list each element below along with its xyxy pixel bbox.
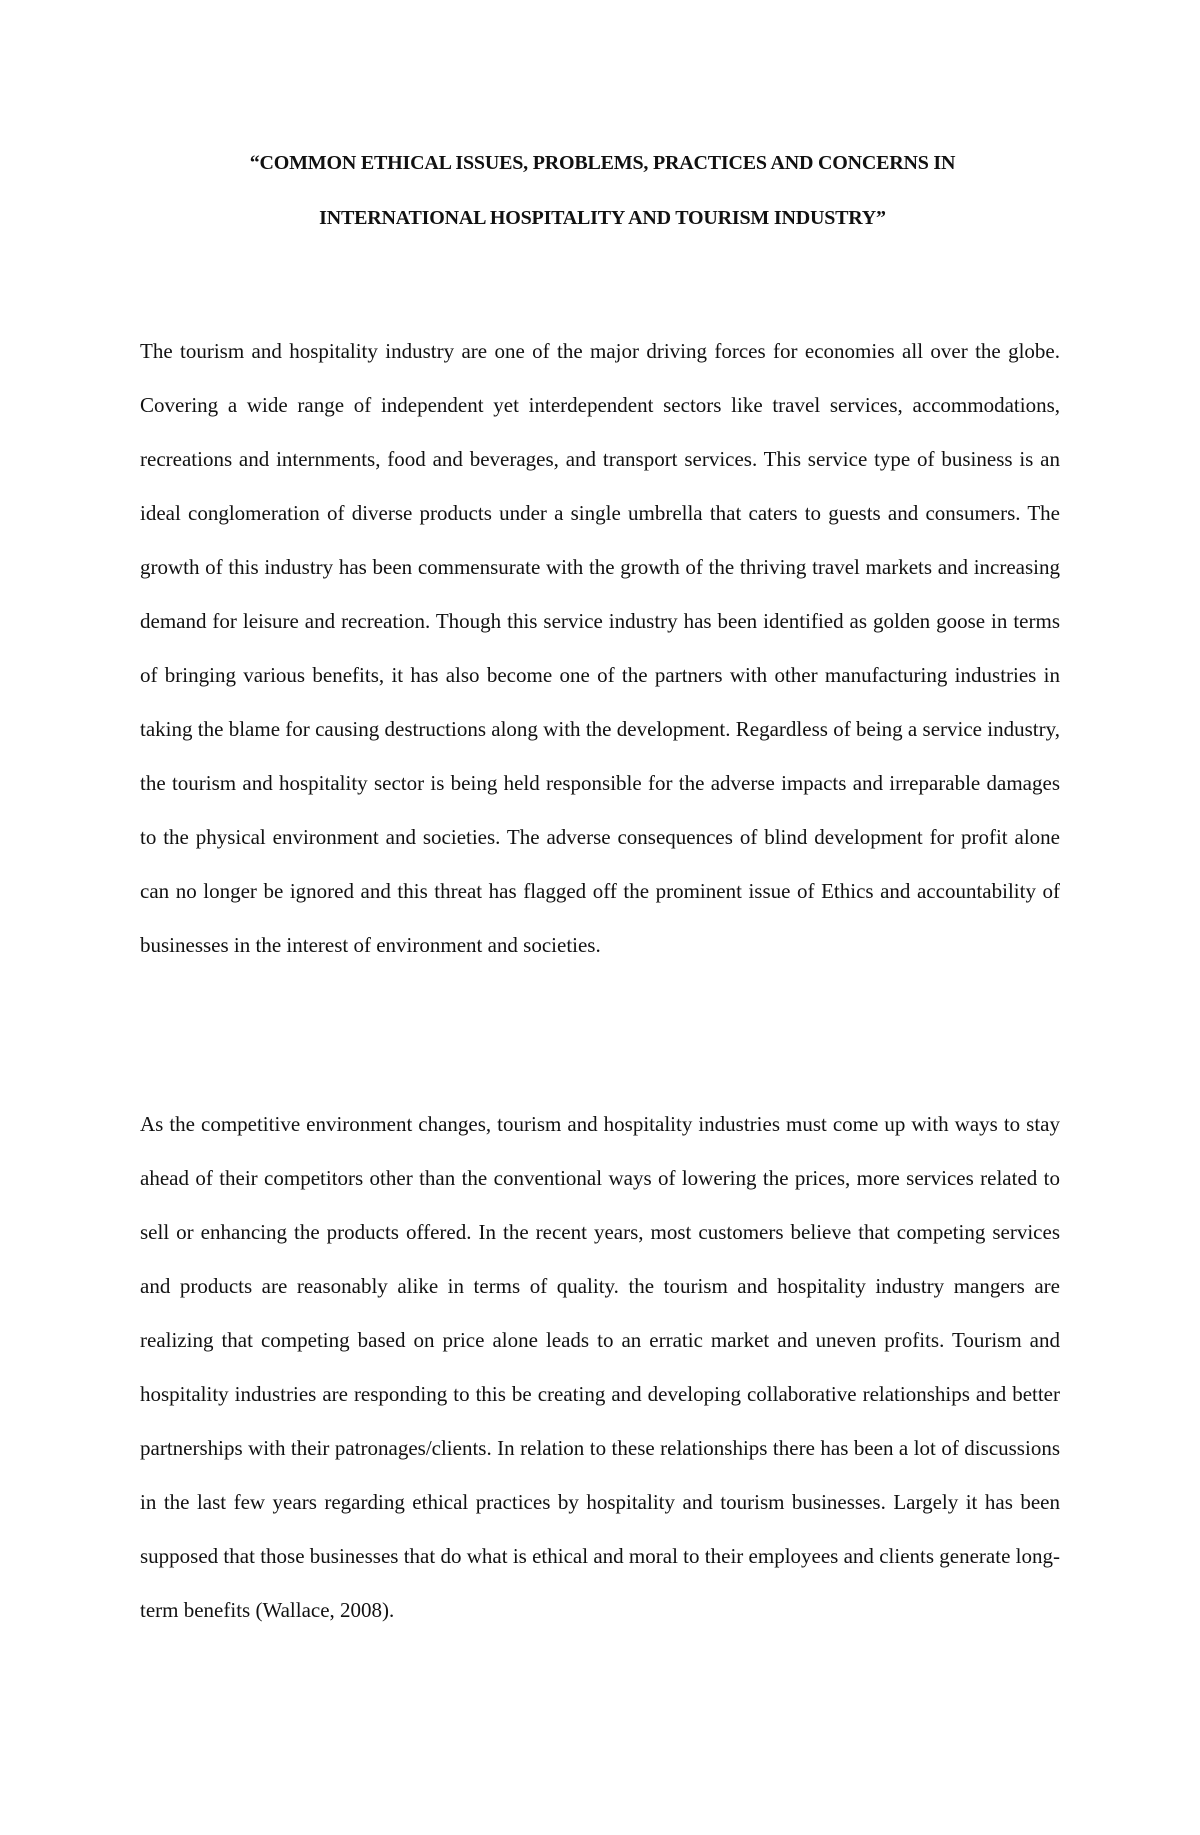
document-title bbox=[140, 136, 1065, 246]
title-line-2: INTERNATIONAL HOSPITALITY AND TOURISM INDUSTRY” bbox=[319, 207, 886, 229]
paragraph-1: The tourism and hospitality industry are one of the major driving forces for economies all over the globe. Covering a wide range of independent yet interdependent sectors like travel services, accommodations, recreations and internments, food and beverages, and transport services. This service type of business is an ideal conglomeration of diverse products under a single umbrella that caters to guests and consumers. The growth of this industry has been commensurate with the growth of the thriving travel markets and increasing demand for leisure and recreation. Though this service industry has been identified as golden goose in terms of bringing various benefits, it has also become one of the partners with other manufacturing industries in taking the blame for causing destructions along with the development. Regardless of being a service industry, the tourism and hospitality sector is being held responsible for the adverse impacts and irreparable damages to the physical environment and societies. The adverse consequences of blind development for profit alone can no longer be ignored and this threat has flagged off the prominent issue of Ethics and accountability of businesses in the interest of environment and societies. bbox=[140, 339, 1060, 957]
title-line-1: “COMMON ETHICAL ISSUES, PROBLEMS, PRACTICES AND CONCERNS IN bbox=[249, 152, 956, 174]
paragraph-2: As the competitive environment changes, tourism and hospitality industries must come up with ways to stay ahead of their competitors other than the conventional ways of lowering the prices, more services related to sell or enhancing the products offered. In the recent years, most customers believe that competing services and products are reasonably alike in terms of quality. the tourism and hospitality industry mangers are realizing that competing based on price alone leads to an erratic market and uneven profits. Tourism and hospitality industries are responding to this be creating and developing collaborative relationships and better partnerships with their patronages/clients. In relation to these relationships there has been a lot of discussions in the last few years regarding ethical practices by hospitality and tourism businesses. Largely it has been supposed that those businesses that do what is ethical and moral to their employees and clients generate long-term benefits (Wallace, 2008). bbox=[140, 1112, 1060, 1622]
